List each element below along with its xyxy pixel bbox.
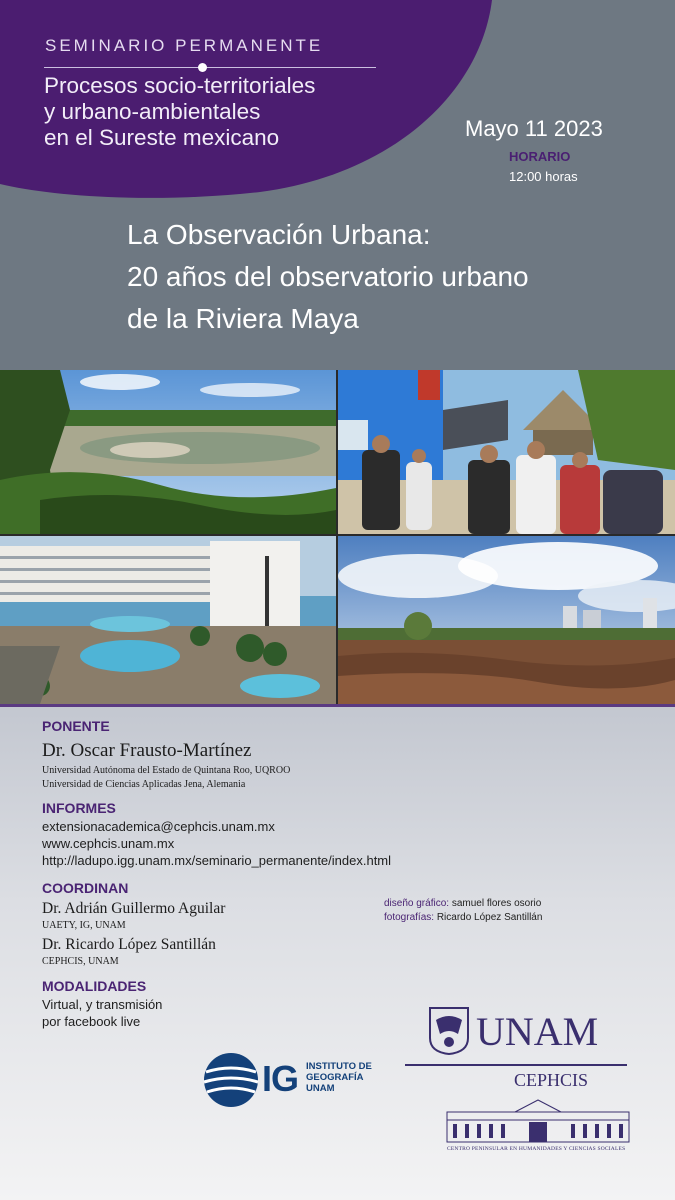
unam-logo-text: UNAM (476, 1009, 599, 1054)
coordinator-name: Dr. Ricardo López Santillán (42, 936, 216, 953)
ig-name-line: UNAM (306, 1083, 335, 1094)
modalities-line: Virtual, y transmisión (42, 997, 163, 1012)
divider-dot (198, 63, 207, 72)
ig-logo-letters: IG (262, 1058, 299, 1099)
coordinators-heading: COORDINAN (42, 880, 129, 896)
coordinator-affiliation: CEPHCIS, UNAM (42, 956, 119, 967)
speaker-affiliation: Universidad de Ciencias Aplicadas Jena, Alemania (42, 779, 246, 790)
photo-credit-value: Ricardo López Santillán (436, 912, 543, 923)
section-rule (0, 704, 675, 707)
modalities-line: por facebook live (42, 1014, 141, 1029)
design-credit-label: diseño gráfico: (384, 898, 450, 909)
modalities-heading: MODALIDADES (42, 978, 147, 994)
design-credit-value: samuel flores osorio (451, 898, 542, 909)
talk-title (127, 214, 529, 340)
talk-title-line: 20 años del observatorio urbano (127, 261, 529, 292)
speaker-name: Dr. Oscar Frausto-Martínez (42, 740, 252, 761)
event-date: Mayo 11 2023 (465, 116, 603, 141)
cephcis-caption: CENTRO PENINSULAR EN HUMANIDADES Y CIENCIAS SOCIALES (447, 1146, 626, 1152)
logo-divider (405, 1064, 627, 1066)
speaker-heading: PONENTE (42, 718, 110, 734)
photo-credit-label: fotografías: (384, 912, 435, 923)
community-meeting-photo (338, 370, 675, 534)
coordinator-name: Dr. Adrián Guillermo Aguilar (42, 900, 226, 917)
divider-line (44, 67, 376, 68)
speaker-affiliation: Universidad Autónoma del Estado de Quintana Roo, UQROO (42, 765, 291, 776)
series-title-line: en el Sureste mexicano (44, 125, 280, 150)
talk-title-line: La Observación Urbana: (127, 219, 431, 250)
hotel-resort-photo (0, 536, 336, 704)
unam-shield-icon (428, 1006, 470, 1056)
ig-name-line: GEOGRAFÍA (306, 1072, 364, 1083)
cephcis-building-icon (445, 1098, 631, 1144)
info-website-link[interactable]: www.cephcis.unam.mx (42, 836, 175, 851)
coordinator-affiliation: UAETY, IG, UNAM (42, 920, 126, 931)
ig-institute-name (306, 1061, 372, 1094)
schedule-label: HORARIO (509, 149, 571, 164)
ig-name-line: INSTITUTO DE (306, 1061, 372, 1072)
series-title-line: Procesos socio-territoriales (44, 73, 316, 98)
series-title-line: y urbano-ambientales (44, 99, 261, 124)
schedule-value: 12:00 horas (509, 169, 578, 184)
lagoon-landscape-photo (0, 370, 336, 534)
photo-grid (0, 370, 675, 704)
series-label: SEMINARIO PERMANENTE (45, 36, 324, 55)
info-url-link[interactable]: http://ladupo.igg.unam.mx/seminario_permanente/index.html (42, 853, 392, 868)
talk-title-line: de la Riviera Maya (127, 303, 359, 334)
photo-credit (384, 912, 542, 923)
series-title (44, 73, 464, 151)
cleared-land-photo (338, 536, 675, 704)
info-heading: INFORMES (42, 800, 116, 816)
info-email-link[interactable]: extensionacademica@cephcis.unam.mx (42, 819, 275, 834)
design-credit (384, 898, 541, 909)
ig-globe-icon (203, 1052, 259, 1108)
cephcis-logo-text: CEPHCIS (514, 1070, 589, 1090)
